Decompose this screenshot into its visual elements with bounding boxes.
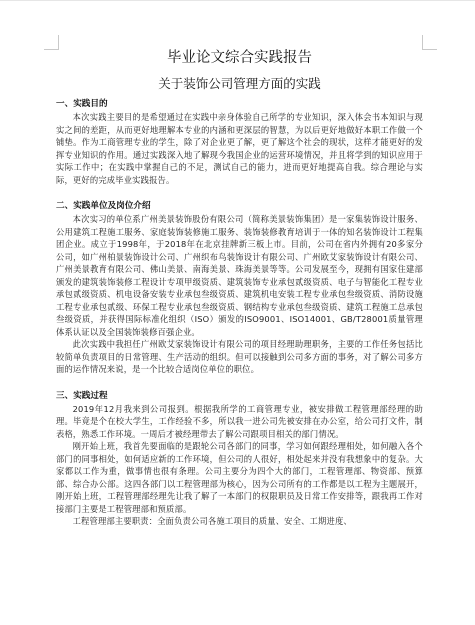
paragraph: 工程管理部主要职责：全面负责公司各施工项目的质量、安全、工期进度、 [72,516,352,526]
paragraph: 本次实践主要目的是希望通过在实践中亲身体验自己所学的专业知识，深入体会书本知识与现实之间的差距，从而更好地理解本专业的内涵和更深层的智慧，为以后更好地做好本职工作做一个铺垫。作为工商管理专业的学生，除了对企业更了解，更了解这个社会的现状，这样才能更好的发挥专业知识的作用。通过实践深入地了解现今我国企业的运营环境情况，并且将学到的知识应用于实际工作中；在实践中掌握自己的不足，测试自己的能力，进而更好地提高自我。综合理论与实际，更好的完成毕业实践报告。 [56,112,423,185]
section-heading: 一、实践目的 [56,99,108,109]
paragraph: 2019年12月我来到公司报到。根据我所学的工商管理专业，被安排做工程管理部经理的助理。毕竟是个在校大学生，工作经验不多，所以我一进公司先被安排在办公室，给公司打文件，制表格，熟悉工作环境。一周后才被经理带去了解公司跟项目相关的部门情况。 [56,403,423,439]
section-process [56,390,423,528]
crop-mark-top-left [44,35,59,50]
crop-mark-top-right [422,35,437,50]
document-title: 毕业论文综合实践报告 [167,50,312,66]
section-company [56,200,423,376]
section-purpose [56,98,423,186]
paragraph: 本次实习的单位系广州美景装饰股份有限公司（简称美景装饰集团）是一家集装饰设计服务、公用建筑工程施工服务、家庭装饰装修施工服务、装饰装修教育培训于一体的知名装饰设计工程集团企业。成立于1998年，于2018年在北京挂牌新三板上市。目前，公司在省内外拥有20多家分公司，如广州柏景装饰设计公司、广州织布鸟装饰设计有限公司、广州欧艾家装饰设计有限公司、广州美景教育有限公司、佛山美景、南海美景、珠海美景等等。公司发展至今，现拥有国家住建部颁发的建筑装饰装修工程设计专项甲级资质、建筑装饰专业承包贰级资质、电子与智能化工程专业承包贰级资质、机电设备安装专业承包叁级资质、建筑机电安装工程专业承包叁级资质、消防设施工程专业承包贰级、环保工程专业承包叁级资质、钢结构专业承包叁级资质、建筑工程施工总承包叁级资质，并获得国际标准化组织（ISO）颁发的ISO9001、ISO14001、GB/T28001质量管理体系认证以及全国装饰装修百强企业。 [56,214,423,337]
section-heading: 三、实践过程 [56,390,108,401]
paragraph: 此次实践中我担任广州欧艾家装饰设计有限公司的项目经理助理职务，主要的工作任务包括比较简单负责项目的日常管理、生产活动的组织。但可以接触到公司多方面的事务，对了解公司多方面的运作情况来说，是一个比较合适岗位单位的职位。 [56,339,423,374]
paragraph: 刚开始上班，我首先要面临的是跟轮公司各部门的同事，学习如何跟经理相处，如何融入各个部门的同事相处，如何适应新的工作环境，但公司的人很好，相处起来并没有我想象中的复杂。大家都以工作为重，做事情也很有条理。公司主要分为四个大的部门，工程管理部、物资部、预算部、综合办公部。这四各部门以工程管理部为核心，因为公司所有的工作都是以工程为主题展开，刚开始上班，工程管理部经理先让我了解了一本部门的权限职员及日常工作安排等，跟我再工作对接部门主要是工程管理部和预质部。 [56,441,423,514]
document-subtitle: 关于装饰公司管理方面的实践 [158,76,321,91]
section-heading: 二、实践单位及岗位介绍 [56,201,151,211]
